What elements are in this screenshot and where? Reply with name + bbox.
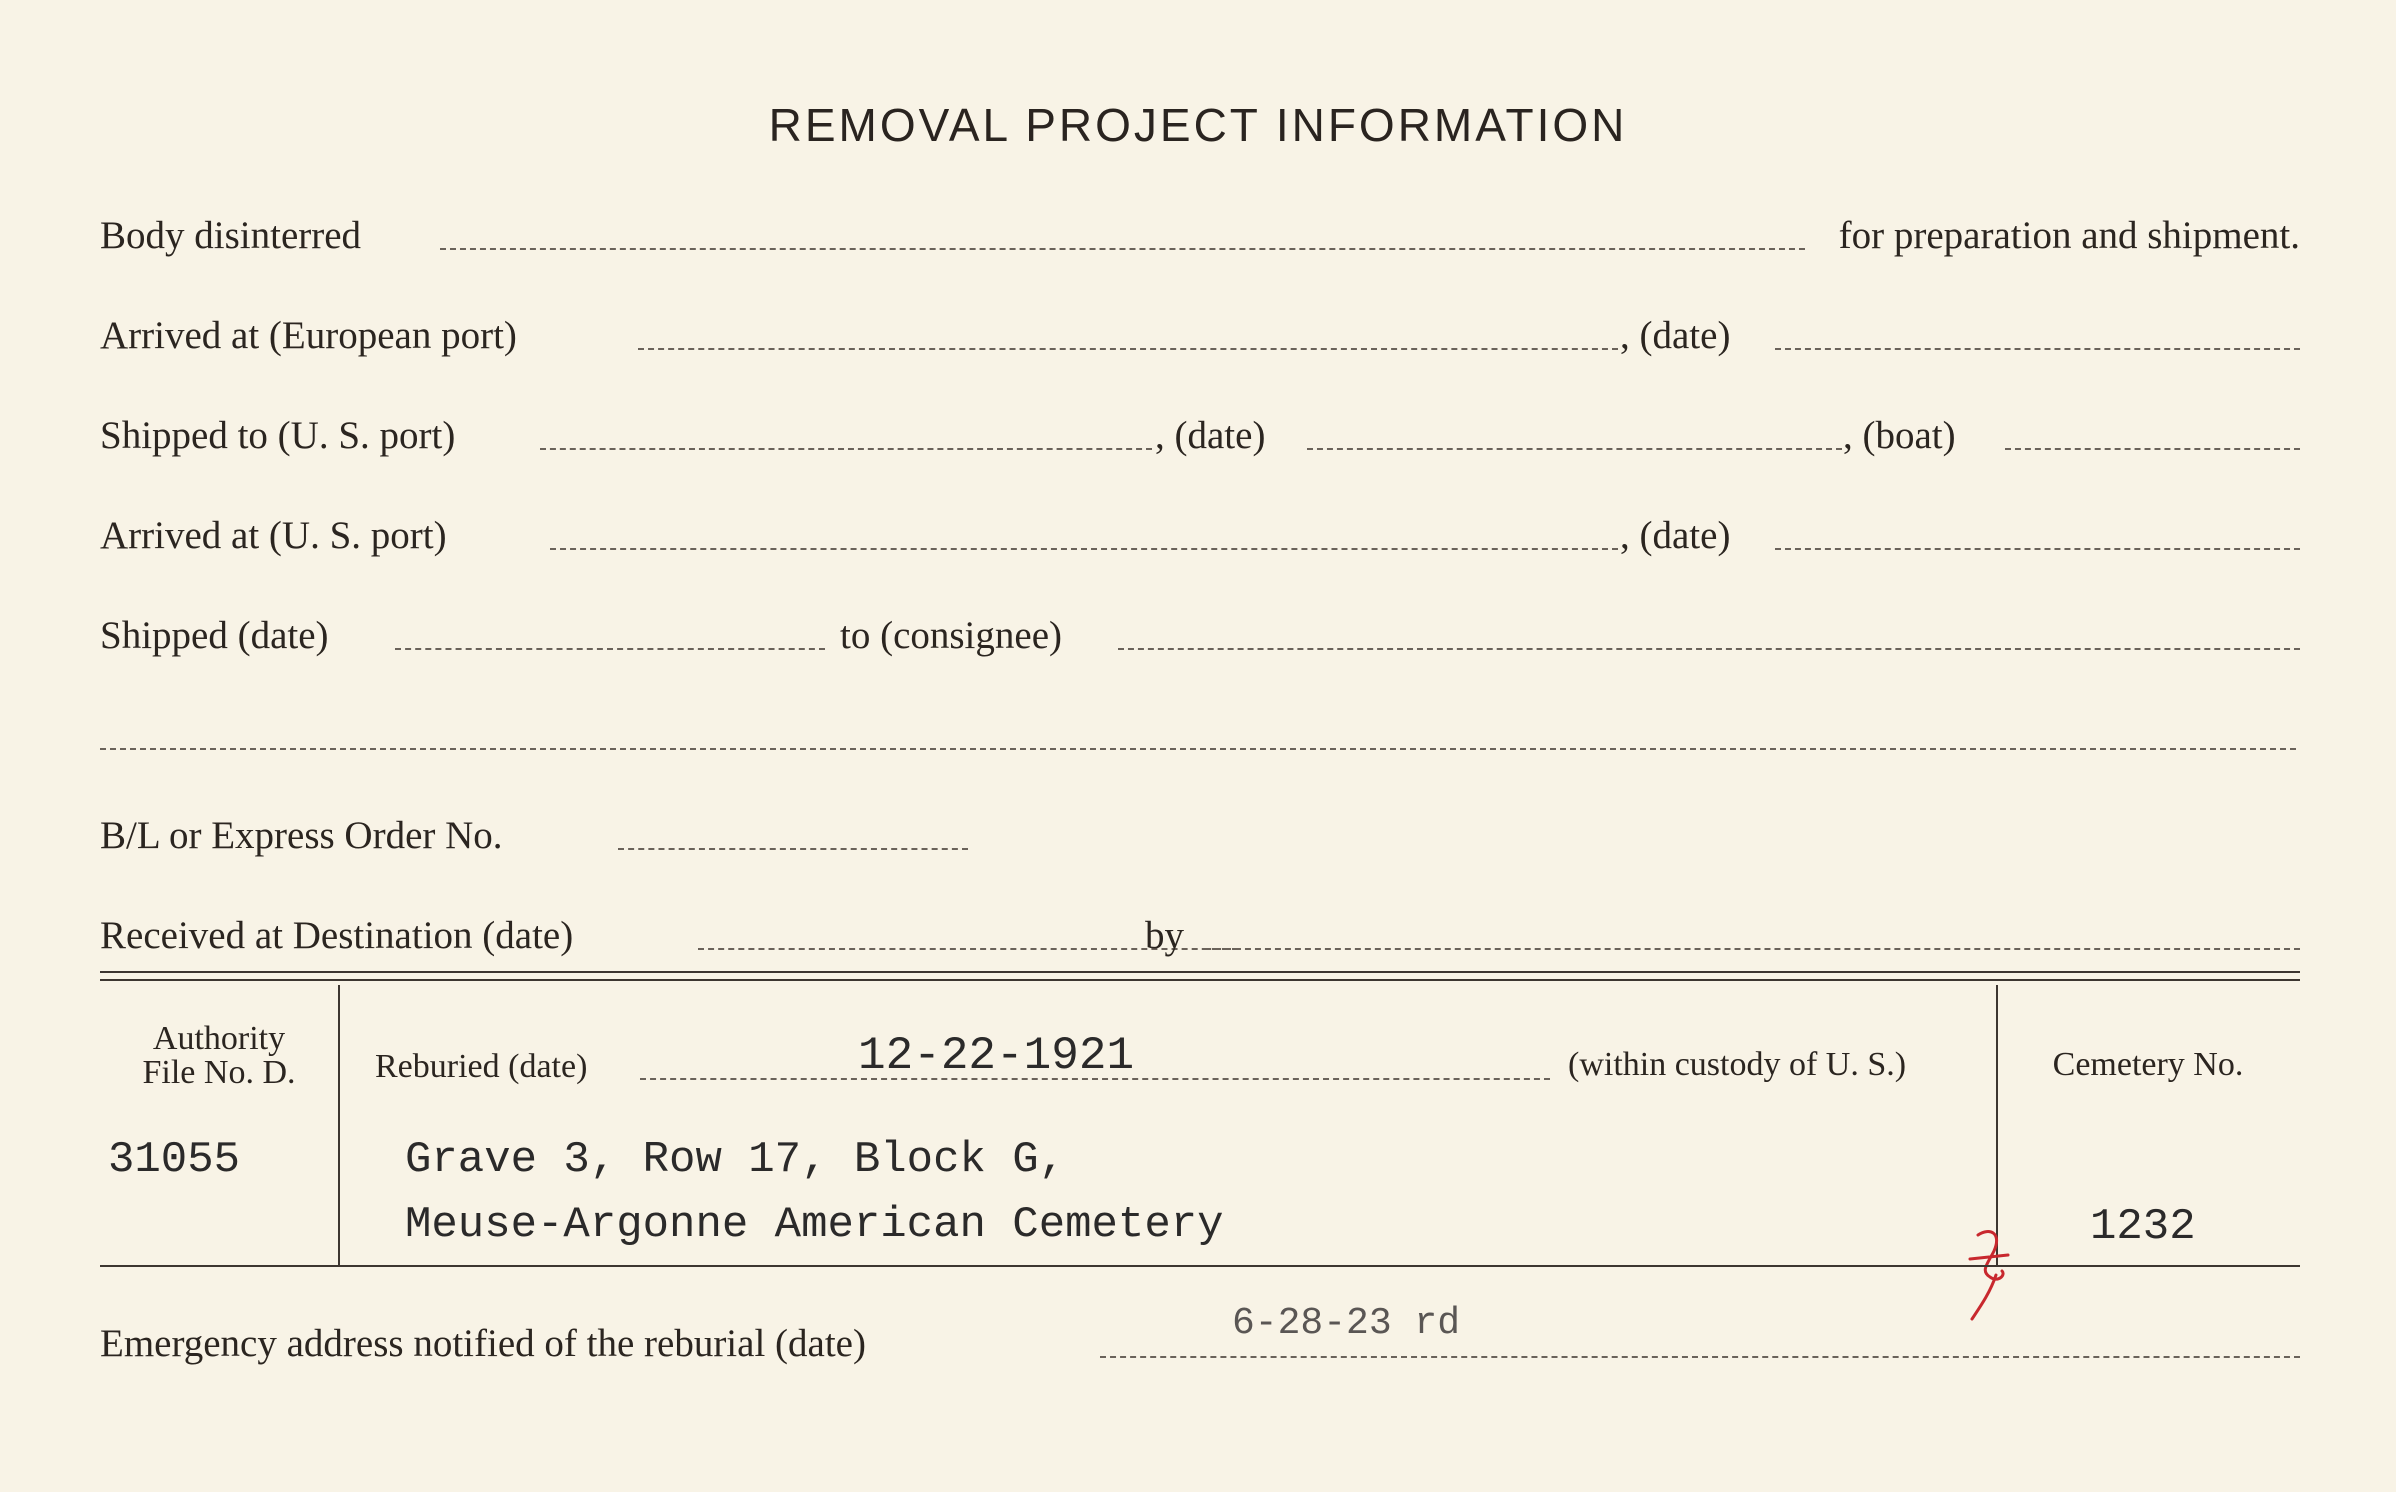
divider-rule-top xyxy=(100,971,2300,973)
divider-rule-top-second xyxy=(100,979,2300,981)
consignee-continued-field[interactable] xyxy=(100,748,2296,750)
shipped-to-us-date-field[interactable] xyxy=(1307,448,1842,450)
emergency-date-field[interactable] xyxy=(1100,1356,2300,1358)
grave-location-line1: Grave 3, Row 17, Block G, xyxy=(405,1135,1066,1185)
shipped-to-us-date-label: , (date) xyxy=(1155,414,1266,457)
shipped-to-us-label: Shipped to (U. S. port) xyxy=(100,414,456,457)
grave-location-line2: Meuse-Argonne American Cemetery xyxy=(405,1200,1224,1250)
row-body-disinterred xyxy=(100,210,2300,270)
shipped-date-field[interactable] xyxy=(395,648,825,650)
red-pencil-check-mark-icon xyxy=(1960,1215,2020,1325)
reburied-date-value: 12-22-1921 xyxy=(858,1030,1135,1082)
authority-file-number: 31055 xyxy=(108,1135,241,1185)
arrived-us-label: Arrived at (U. S. port) xyxy=(100,514,447,557)
body-disinterred-suffix: for preparation and shipment. xyxy=(1838,214,2300,257)
emergency-date-value: 6-28-23 rd xyxy=(1232,1302,1461,1345)
row-bl-order xyxy=(100,810,2300,870)
card-title: REMOVAL PROJECT INFORMATION xyxy=(768,99,1628,151)
row-arrived-us xyxy=(100,510,2300,570)
authority-label-line2: File No. D. xyxy=(142,1054,296,1091)
cemetery-number: 1232 xyxy=(2090,1202,2196,1252)
reburied-label: Reburied (date) xyxy=(375,1048,588,1085)
body-disinterred-field[interactable] xyxy=(440,248,1805,250)
emergency-label: Emergency address notified of the reburial (date) xyxy=(100,1322,866,1365)
row-consignee-continued xyxy=(100,710,2300,770)
authority-label-line1: Authority xyxy=(152,1020,286,1057)
consignee-field[interactable] xyxy=(1118,648,2300,650)
divider-rule-bottom xyxy=(100,1265,2300,1267)
arrived-european-label: Arrived at (European port) xyxy=(100,314,517,357)
divider-vertical-left xyxy=(338,985,340,1265)
shipped-to-us-boat-field[interactable] xyxy=(2005,448,2300,450)
bl-order-field[interactable] xyxy=(618,848,968,850)
row-shipped-to-us xyxy=(100,410,2300,470)
shipped-to-us-boat-label: , (boat) xyxy=(1843,414,1956,457)
row-emergency xyxy=(100,1318,2300,1378)
consignee-label: to (consignee) xyxy=(840,614,1063,657)
arrived-us-date-field[interactable] xyxy=(1775,548,2300,550)
arrived-european-port-field[interactable] xyxy=(638,348,1618,350)
received-by-field[interactable] xyxy=(1205,948,2300,950)
body-disinterred-label: Body disinterred xyxy=(100,214,362,257)
received-label: Received at Destination (date) xyxy=(100,914,574,957)
shipped-to-us-port-field[interactable] xyxy=(540,448,1152,450)
authority-label xyxy=(100,1022,338,1090)
row-arrived-european xyxy=(100,310,2300,370)
received-by-label: by xyxy=(1145,914,1184,957)
bl-order-label: B/L or Express Order No. xyxy=(100,814,503,857)
row-shipped-date xyxy=(100,610,2300,670)
shipped-date-label: Shipped (date) xyxy=(100,614,329,657)
arrived-us-port-field[interactable] xyxy=(550,548,1618,550)
row-received xyxy=(100,910,2300,970)
arrived-european-date-label: , (date) xyxy=(1620,314,1731,357)
cemetery-label: Cemetery No. xyxy=(2052,1046,2244,1083)
arrived-european-date-field[interactable] xyxy=(1775,348,2300,350)
custody-label: (within custody of U. S.) xyxy=(1568,1046,1907,1083)
arrived-us-date-label: , (date) xyxy=(1620,514,1731,557)
